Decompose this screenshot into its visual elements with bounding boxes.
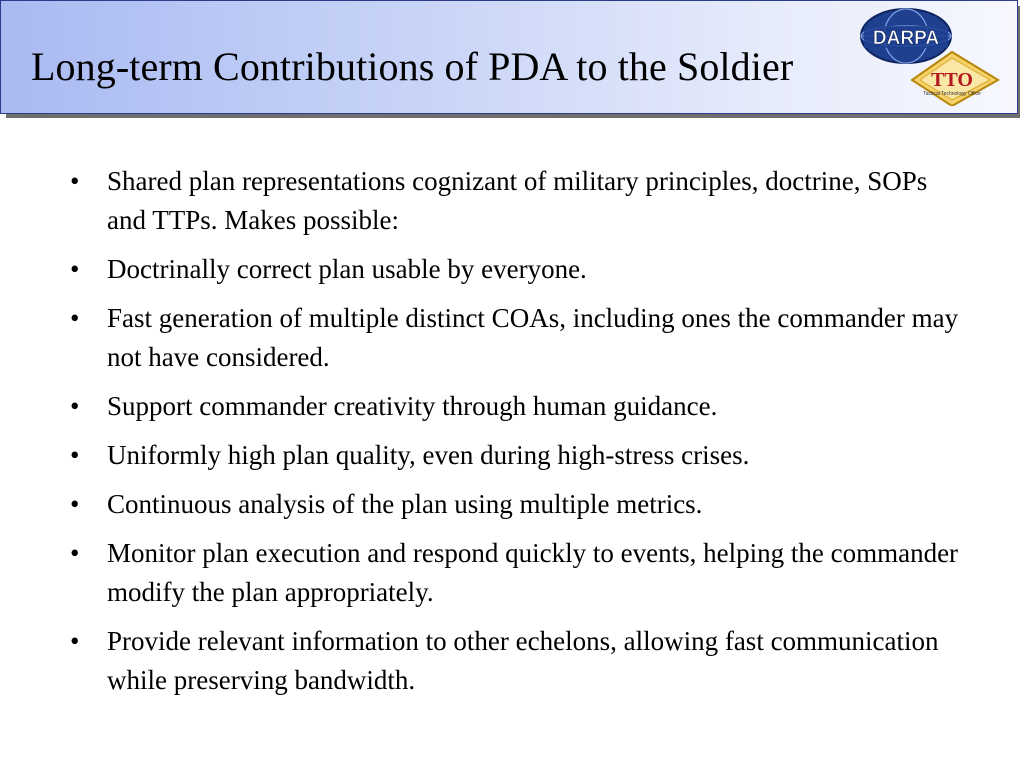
bullet-item xyxy=(70,299,970,377)
bullet-text: Uniformly high plan quality, even during high-stress crises. xyxy=(107,440,750,470)
bullet-list xyxy=(70,162,970,710)
bullet-dot: • xyxy=(70,440,80,470)
bullet-text: Shared plan representations cognizant of military principles, doctrine, SOPs and TTPs. Makes possible: xyxy=(107,166,928,235)
bullet-dot: • xyxy=(70,303,80,333)
bullet-text: Monitor plan execution and respond quickly to events, helping the commander modify the plan appropriately. xyxy=(107,538,959,607)
slide-title: Long-term Contributions of PDA to the Soldier xyxy=(31,44,794,89)
bullet-item xyxy=(70,534,970,612)
bullet-dot: • xyxy=(70,626,80,656)
bullet-text: Fast generation of multiple distinct COAs, including ones the commander may not have considered. xyxy=(107,303,959,372)
bullet-dot: • xyxy=(70,538,80,568)
darpa-tto-logo xyxy=(850,6,1010,106)
bullet-item xyxy=(70,162,970,240)
bullet-item xyxy=(70,485,970,524)
bullet-item xyxy=(70,436,970,475)
bullet-dot: • xyxy=(70,391,80,421)
bullet-text: Provide relevant information to other echelons, allowing fast communication while preserving bandwidth. xyxy=(107,626,939,695)
bullet-dot: • xyxy=(70,489,80,519)
bullet-dot: • xyxy=(70,254,80,284)
darpa-globe-icon xyxy=(861,9,951,63)
bullet-item xyxy=(70,250,970,289)
bullet-text: Doctrinally correct plan usable by everyone. xyxy=(107,254,587,284)
tto-logo-caption: Tactical Technology Office xyxy=(923,91,981,97)
bullet-item xyxy=(70,387,970,426)
darpa-logo-text: DARPA xyxy=(872,28,940,49)
tto-logo-text: TTO xyxy=(931,69,973,91)
bullet-dot: • xyxy=(70,166,80,196)
bullet-text: Continuous analysis of the plan using multiple metrics. xyxy=(107,489,703,519)
bullet-text: Support commander creativity through human guidance. xyxy=(107,391,718,421)
bullet-item xyxy=(70,622,970,700)
